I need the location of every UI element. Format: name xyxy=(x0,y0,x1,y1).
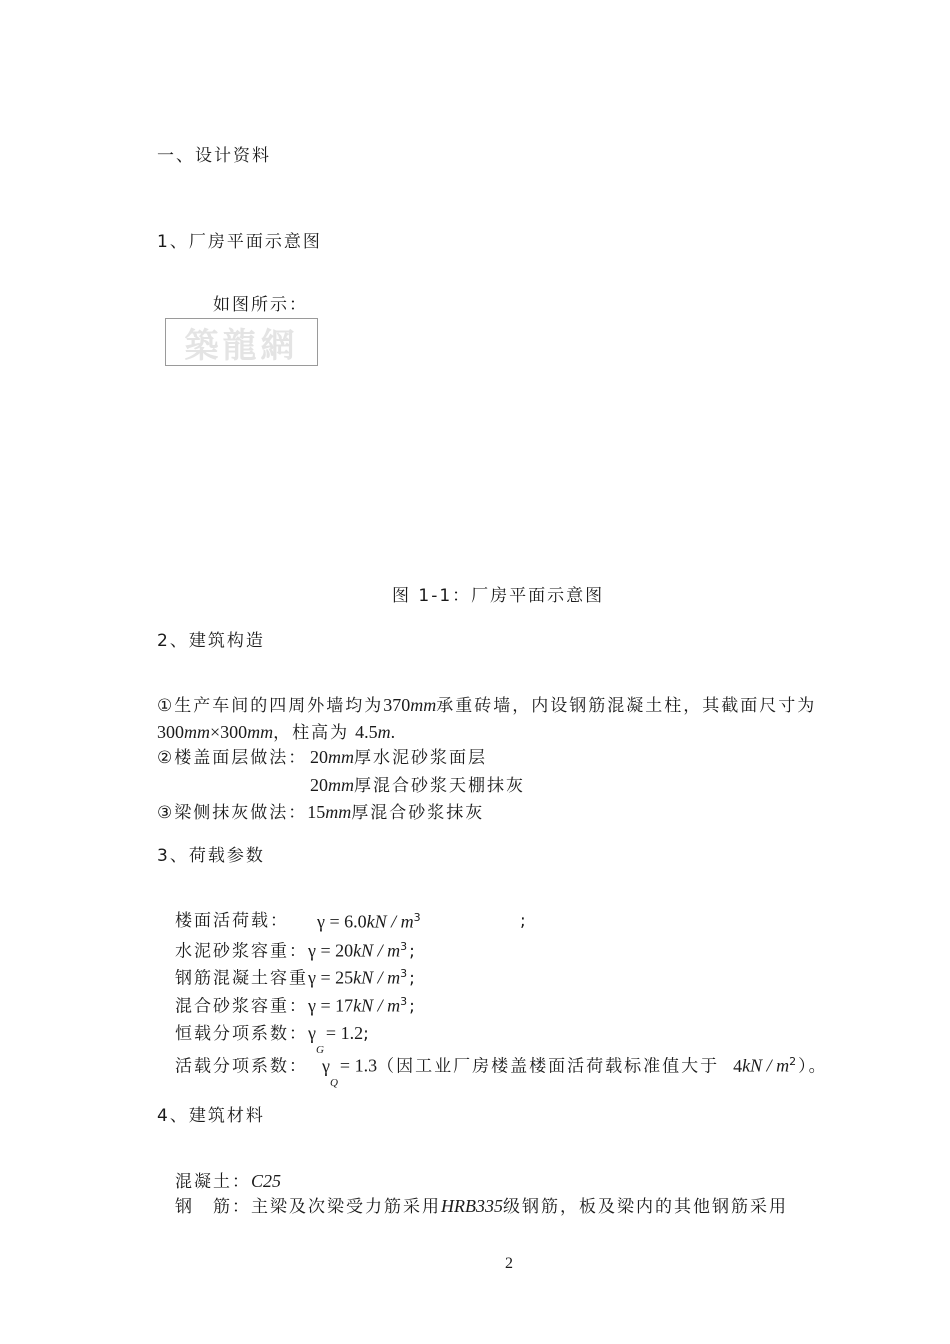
heading-load-parameters: 3、荷载参数 xyxy=(157,846,265,866)
material-rebar: 钢 筋：主梁及次梁受力筋采用HRB335级钢筋，板及梁内的其他钢筋采用 xyxy=(175,1196,788,1217)
construction-item-2-line-2: 20mm厚混合砂浆天棚抹灰 xyxy=(310,775,525,796)
page-number: 2 xyxy=(505,1255,515,1272)
construction-item-2-label: ②楼盖面层做法： xyxy=(157,748,308,768)
heading-plant-plan: 1、厂房平面示意图 xyxy=(157,232,322,252)
load-reinforced-concrete: 钢筋混凝土容重$\gamma = 25kN / m^3$; xyxy=(175,967,417,989)
heading-building-materials: 4、建筑材料 xyxy=(157,1106,265,1126)
watermark-image xyxy=(165,318,318,366)
figure-caption: 图 1-1：厂房平面示意图 xyxy=(392,586,605,606)
load-cement-mortar: 水泥砂浆容重：$\gamma = 20kN / m^3$; xyxy=(175,940,417,962)
construction-item-1-line-2: 300mm×300mm，柱高为 4.5m. xyxy=(157,722,396,743)
construction-item-1-line-1: ①生产车间的四周外墙均为370mm承重砖墙，内设钢筋混凝土柱，其截面尺寸为 xyxy=(157,695,817,716)
load-floor-live-end: ; xyxy=(520,911,528,931)
load-floor-live: 楼面活荷载： xyxy=(175,911,289,931)
material-concrete: 混凝土：C25 xyxy=(175,1171,282,1192)
load-live-factor: 活载分项系数： $\gamma_Q= 1.3$（因工业厂房楼盖楼面活荷载标准值大于 $4kN / m^2$）。 xyxy=(175,1055,828,1089)
section-heading-design-data: 一、设计资料 xyxy=(157,146,271,166)
load-mixed-mortar: 混合砂浆容重：$\gamma = 17kN / m^3$; xyxy=(175,995,417,1017)
watermark-text: 築龍網 xyxy=(184,325,299,366)
as-shown-text: 如图所示： xyxy=(213,295,308,315)
load-floor-live-value: $\gamma = 6.0kN / m^3$ xyxy=(317,911,423,932)
construction-item-2-line-1: 20mm厚水泥砂浆面层 xyxy=(310,747,487,768)
load-dead-factor: 恒载分项系数：$\gamma_G= 1.2$; xyxy=(175,1023,371,1056)
construction-item-3: ③梁侧抹灰做法：15mm厚混合砂浆抹灰 xyxy=(157,802,485,823)
heading-building-construction: 2、建筑构造 xyxy=(157,631,265,651)
